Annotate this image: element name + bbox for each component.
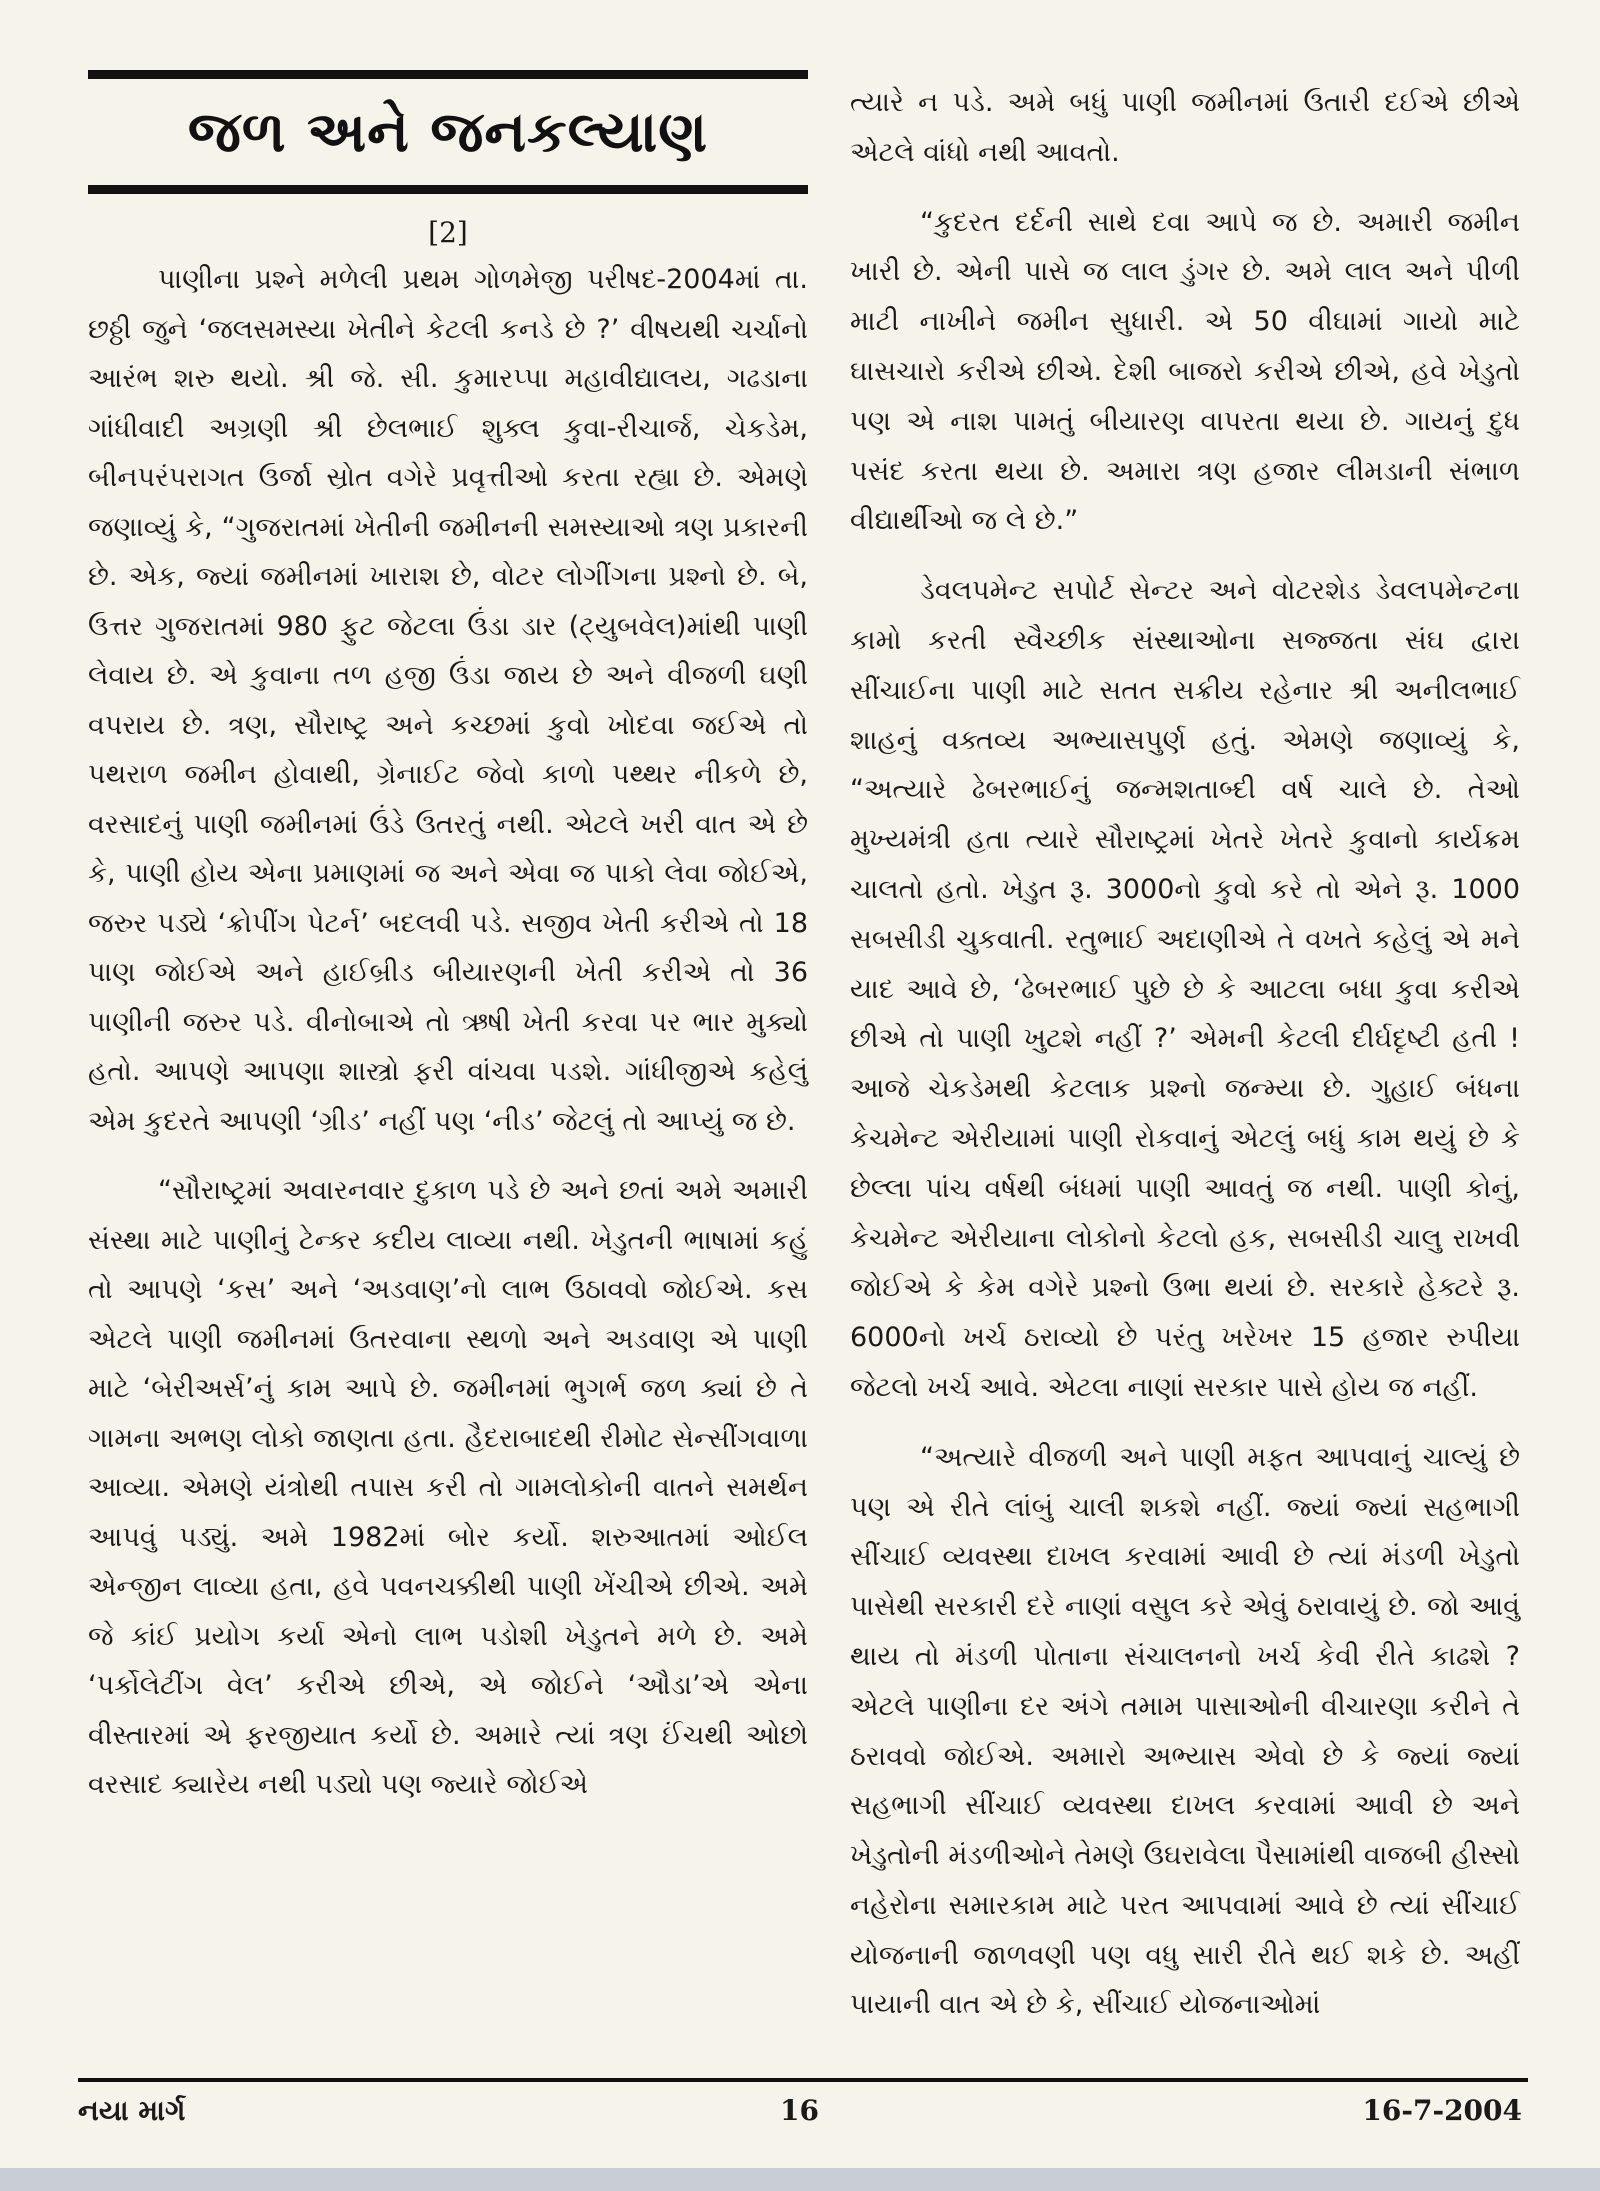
title-bottom-rule: [88, 185, 808, 194]
scan-edge-band: [0, 2168, 1600, 2191]
title-top-rule: [88, 70, 808, 79]
issue-date: 16-7-2004: [1362, 2094, 1522, 2127]
right-paragraph-3: ડેવલપમેન્ટ સપોર્ટ સેન્ટર અને વોટરશેડ ડેવલપમેન્ટના કામો કરતી સ્વૈચ્છીક સંસ્થાઓના સજ્જતા સંઘ દ્વારા સીંચાઈના પાણી માટે સતત સક્રીય રહેનાર શ્રી અનીલભાઈ શાહનું વક્તવ્ય અભ્યાસપુર્ણ હતું. એમણે જણાવ્યું કે, “અત્યારે ઢેબરભાઈનું જન્મશતાબ્દી વર્ષ ચાલે છે. તેઓ મુખ્યમંત્રી હતા ત્યારે સૌરાષ્ટ્રમાં ખેતરે ખેતરે કુવાનો કાર્યક્રમ ચાલતો હતો. ખેડુત રૂ. 3000નો કુવો કરે તો એને રૂ. 1000 સબસીડી ચુકવાતી. રતુભાઈ અદાણીએ તે વખતે કહેલું એ મને યાદ આવે છે, ‘ઢેબરભાઈ પુછે છે કે આટલા બધા કુવા કરીએ છીએ તો પાણી ખુટશે નહીં ?’ એમની કેટલી દીર્ઘદૃષ્ટી હતી ! આજે ચેકડેમથી કેટલાક પ્રશ્નો જન્મ્યા છે. ગુહાઈ બંધના કેચમેન્ટ એરીયામાં પાણી રોકવાનું એટલું બધું કામ થયું છે કે છેલ્લા પાંચ વર્ષથી બંધમાં પાણી આવતું જ નથી. પાણી કોનું, કેચમેન્ટ એરીયાના લોકોનો કેટલો હક, સબસીડી ચાલુ રાખવી જોઈએ કે કેમ વગેરે પ્રશ્નો ઉભા થયાં છે. સરકારે હેક્ટરે રૂ. 6000નો ખર્ચ ઠરાવ્યો છે પરંતુ ખરેખર 15 હજાર રુપીયા જેટલો ખર્ચ આવે. એટલા નાણાં સરકાર પાસે હોય જ નહીં.: [850, 575, 1520, 1403]
left-paragraph-2: “સૌરાષ્ટ્રમાં અવારનવાર દુકાળ પડે છે અને છતાં અમે અમારી સંસ્થા માટે પાણીનું ટેન્કર કદીય લાવ્યા નથી. ખેડુતની ભાષામાં કહું તો આપણે ‘કસ’ અને ‘અડવાણ’નો લાભ ઉઠાવવો જોઈએ. કસ એટલે પાણી જમીનમાં ઉતરવાના સ્થળો અને અડવાણ એ પાણી માટે ‘બેરીઅર્સ’નું કામ આપે છે. જમીનમાં ભુગર્ભ જળ ક્યાં છે તે ગામના અભણ લોકો જાણતા હતા. હૈદરાબાદથી રીમોટ સેન્સીંગવાળા આવ્યા. એમણે યંત્રોથી તપાસ કરી તો ગામલોકોની વાતને સમર્થન આપવું પડ્યું. અમે 1982માં બોર કર્યો. શરુઆતમાં ઓઈલ એન્જીન લાવ્યા હતા, હવે પવનચક્કીથી પાણી ખેંચીએ છીએ. અમે જે કાંઈ પ્રયોગ કર્યા એનો લાભ પડોશી ખેડુતને મળે છે. અમે ‘પર્કોલેટીંગ વેલ’ કરીએ છીએ, એ જોઈને ‘ઔડા’એ એના વીસ્તારમાં એ ફરજીયાત કર્યો છે. અમારે ત્યાં ત્રણ ઈંચથી ઓછો વરસાદ ક્યારેય નથી પડ્યો પણ જ્યારે જોઈએ: [88, 1175, 808, 1800]
section-number: [2]: [428, 216, 468, 249]
left-column: [88, 70, 808, 1810]
publication-name: નયા માર્ગ: [78, 2094, 186, 2127]
page-number: 16: [780, 2094, 819, 2127]
footer-rule: [78, 2078, 1528, 2082]
right-column: [850, 78, 1520, 2030]
right-paragraph-1: ત્યારે ન પડે. અમે બધું પાણી જમીનમાં ઉતારી દઈએ છીએ એટલે વાંધો નથી આવતો.: [850, 87, 1520, 168]
article-title: જળ અને જનકલ્યાણ: [187, 100, 709, 165]
right-paragraph-2: “કુદરત દર્દની સાથે દવા આપે જ છે. અમારી જમીન ખારી છે. એની પાસે જ લાલ ડુંગર છે. અમે લાલ અને પીળી માટી નાખીને જમીન સુધારી. એ 50 વીઘામાં ગાયો માટે ઘાસચારો કરીએ છીએ. દેશી બાજરો કરીએ છીએ, હવે ખેડુતો પણ એ નાશ પામતું બીયારણ વાપરતા થયા છે. ગાયનું દુધ પસંદ કરતા થયા છે. અમારા ત્રણ હજાર લીમડાની સંભાળ વીદ્યાર્થીઓ જ લે છે.”: [850, 206, 1520, 537]
left-paragraph-1: પાણીના પ્રશ્ને મળેલી પ્રથમ ગોળમેજી પરીષદ-2004માં તા. છઠ્ઠી જુને ‘જલસમસ્યા ખેતીને કેટલી કનડે છે ?’ વીષયથી ચર્ચાનો આરંભ શરુ થયો. શ્રી જે. સી. કુમારપ્પા મહાવીદ્યાલય, ગઢડાના ગાંધીવાદી અગ્રણી શ્રી છેલભાઈ શુક્લ કુવા-રીચાર્જ, ચેકડેમ, બીનપરંપરાગત ઉર્જા સ્રોત વગેરે પ્રવૃત્તીઓ કરતા રહ્યા છે. એમણે જણાવ્યું કે, “ગુજરાતમાં ખેતીની જમીનની સમસ્યાઓ ત્રણ પ્રકારની છે. એક, જ્યાં જમીનમાં ખારાશ છે, વોટર લોગીંગના પ્રશ્નો છે. બે, ઉત્તર ગુજરાતમાં 980 ફુટ જેટલા ઉંડા ડાર (ટ્યુબવેલ)માંથી પાણી લેવાય છે. એ કુવાના તળ હજી ઉંડા જાય છે અને વીજળી ઘણી વપરાય છે. ત્રણ, સૌરાષ્ટ્ર અને કચ્છમાં કુવો ખોદવા જઈએ તો પથરાળ જમીન હોવાથી, ગ્રેનાઈટ જેવો કાળો પથ્થર નીકળે છે, વરસાદનું પાણી જમીનમાં ઉંડે ઉતરતું નથી. એટલે ખરી વાત એ છે કે, પાણી હોય એના પ્રમાણમાં જ અને એવા જ પાકો લેવા જોઈએ, જરુર પડ્યે ‘ક્રોપીંગ પેટર્ન’ બદલવી પડે. સજીવ ખેતી કરીએ તો 18 પાણ જોઈએ અને હાઈબ્રીડ બીયારણની ખેતી કરીએ તો 36 પાણીની જરુર પડે. વીનોબાએ તો ઋષી ખેતી કરવા પર ભાર મુક્યો હતો. આપણે આપણા શાસ્ત્રો ફરી વાંચવા પડશે. ગાંધીજીએ કહેલું એમ કુદરતે આપણી ‘ગ્રીડ’ નહીં પણ ‘નીડ’ જેટલું તો આપ્યું જ છે.: [88, 264, 808, 1137]
right-paragraph-4: “અત્યારે વીજળી અને પાણી મફત આપવાનું ચાલ્યું છે પણ એ રીતે લાંબું ચાલી શકશે નહીં. જ્યાં જ્યાં સહભાગી સીંચાઈ વ્યવસ્થા દાખલ કરવામાં આવી છે ત્યાં મંડળી ખેડુતો પાસેથી સરકારી દરે નાણાં વસુલ કરે એવું ઠરાવાયું છે. જો આવું થાય તો મંડળી પોતાના સંચાલનનો ખર્ચ કેવી રીતે કાઢશે ? એટલે પાણીના દર અંગે તમામ પાસાઓની વીચારણા કરીને તે ઠરાવવો જોઈએ. અમારો અભ્યાસ એવો છે કે જ્યાં જ્યાં સહભાગી સીંચાઈ વ્યવસ્થા દાખલ કરવામાં આવી છે અને ખેડુતોની મંડળીઓને તેમણે ઉઘરાવેલા પૈસામાંથી વાજબી હીસ્સો નહેરોના સમારકામ માટે પરત આપવામાં આવે છે ત્યાં સીંચાઈ યોજનાની જાળવણી પણ વધુ સારી રીતે થઈ શકે છે. અહીં પાયાની વાત એ છે કે, સીંચાઈ યોજનાઓમાં: [850, 1441, 1520, 2021]
